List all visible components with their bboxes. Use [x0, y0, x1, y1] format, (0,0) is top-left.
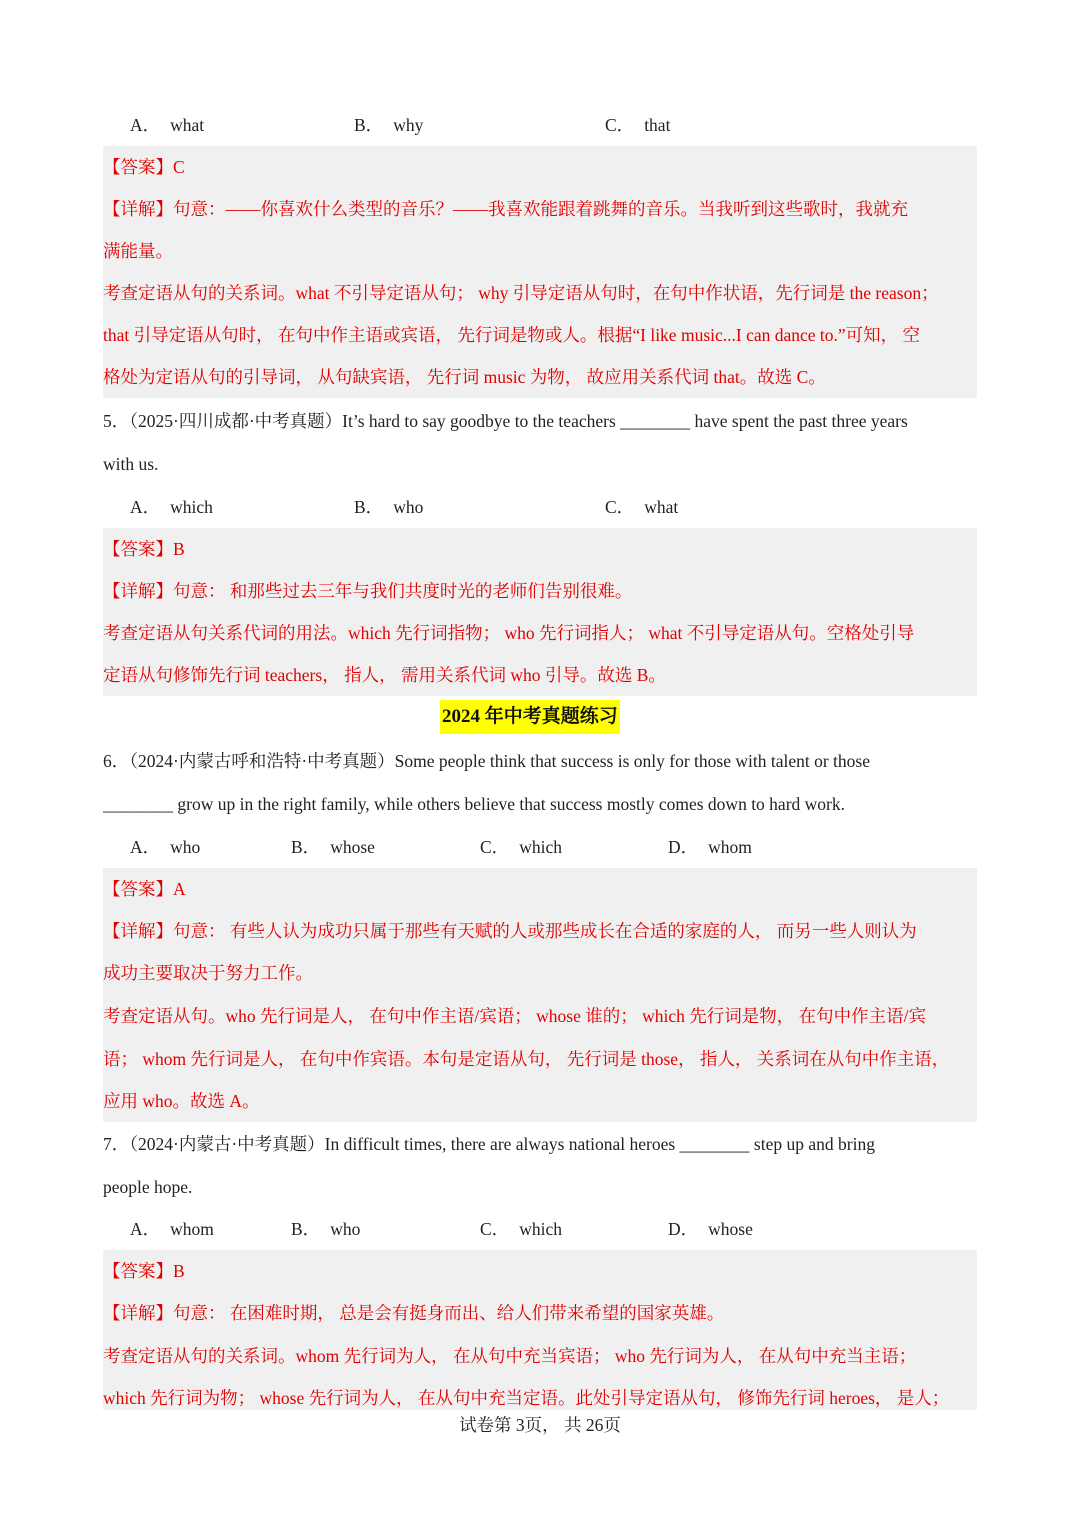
q4-detail-line: 满能量。: [103, 241, 173, 261]
q7-detail-line: 考查定语从句的关系词。whom 先行词为人， 在从句中充当宾语； who 先行词为人， 在从句中充当主语；: [103, 1346, 917, 1366]
q6-option-b[interactable]: B． whose: [291, 837, 375, 857]
q4-answer: 【答案】C: [103, 157, 185, 177]
q4-option-c[interactable]: C． that: [605, 115, 671, 135]
q5-detail-line: 考查定语从句关系代词的用法。which 先行词指物； who 先行词指人； what 不引导定语从句。空格处引导: [103, 623, 915, 643]
q5-detail-line: 定语从句修饰先行词 teachers， 指人， 需用关系代词 who 引导。故选 B。: [103, 665, 666, 685]
q6-option-a[interactable]: A． who: [130, 837, 201, 857]
q6-answer: 【答案】A: [103, 879, 186, 899]
q6-stem: 6．（2024·内蒙古呼和浩特·中考真题）Some people think that success is only for those with talent or those: [103, 751, 870, 771]
q7-answer: 【答案】B: [103, 1261, 185, 1281]
q5-stem: with us.: [103, 454, 159, 474]
q4-option-a[interactable]: A． what: [130, 115, 205, 135]
q6-detail-line: 语； whom 先行词是人， 在句中作宾语。本句是定语从句， 先行词是 those， 指人， 关系词在从句中作主语，: [103, 1049, 950, 1069]
q7-detail-line: 【详解】句意： 在困难时期， 总是会有挺身而出、给人们带来希望的国家英雄。: [103, 1303, 725, 1323]
q7-detail-line: which 先行词为物； whose 先行词为人， 在从句中充当定语。此处引导定语从句， 修饰先行词 heroes， 是人；: [103, 1388, 950, 1408]
q7-stem: 7．（2024·内蒙古·中考真题）In difficult times, there are always national heroes ________ step up and bring: [103, 1134, 875, 1154]
q6-detail-line: 应用 who。故选 A。: [103, 1091, 260, 1111]
q6-detail-line: 【详解】句意： 有些人认为成功只属于那些有天赋的人或那些成长在合适的家庭的人， 而另一些人则认为: [103, 921, 917, 941]
page-footer: 试卷第 3页， 共 26页: [459, 1415, 621, 1435]
q6-option-c[interactable]: C． which: [480, 837, 562, 857]
q6-stem: ________ grow up in the right family, while others believe that success mostly comes down to hard work.: [103, 794, 845, 814]
q7-option-b[interactable]: B． who: [291, 1219, 361, 1239]
q7-option-c[interactable]: C． which: [480, 1219, 562, 1239]
q5-answer: 【答案】B: [103, 539, 185, 559]
section-title: 2024 年中考真题练习: [440, 700, 620, 734]
q5-option-b[interactable]: B． who: [354, 497, 424, 517]
q6-option-d[interactable]: D． whom: [668, 837, 752, 857]
q7-option-d[interactable]: D． whose: [668, 1219, 753, 1239]
q7-stem: people hope.: [103, 1177, 193, 1197]
q6-detail-line: 考查定语从句。who 先行词是人， 在句中作主语/宾语； whose 谁的； which 先行词是物， 在句中作主语/宾: [103, 1006, 926, 1026]
q4-option-b[interactable]: B． why: [354, 115, 424, 135]
q5-stem: 5．（2025·四川成都·中考真题）It’s hard to say goodbye to the teachers ________ have spent the past three years: [103, 411, 908, 431]
q4-detail-line: 格处为定语从句的引导词， 从句缺宾语， 先行词 music 为物， 故应用关系代词 that。故选 C。: [103, 367, 826, 387]
q4-detail-line: that 引导定语从句时， 在句中作主语或宾语， 先行词是物或人。根据“I like music...I can dance to.”可知， 空: [103, 325, 921, 345]
q4-detail-line: 【详解】句意：——你喜欢什么类型的音乐？——我喜欢能跟着跳舞的音乐。当我听到这些歌时，我就充: [103, 199, 908, 219]
q5-detail-line: 【详解】句意： 和那些过去三年与我们共度时光的老师们告别很难。: [103, 581, 633, 601]
q7-option-a[interactable]: A． whom: [130, 1219, 214, 1239]
q6-detail-line: 成功主要取决于努力工作。: [103, 963, 313, 983]
q4-detail-line: 考查定语从句的关系词。what 不引导定语从句； why 引导定语从句时，在句中作状语，先行词是 the reason；: [103, 283, 939, 303]
q5-option-c[interactable]: C． what: [605, 497, 679, 517]
q5-option-a[interactable]: A． which: [130, 497, 213, 517]
